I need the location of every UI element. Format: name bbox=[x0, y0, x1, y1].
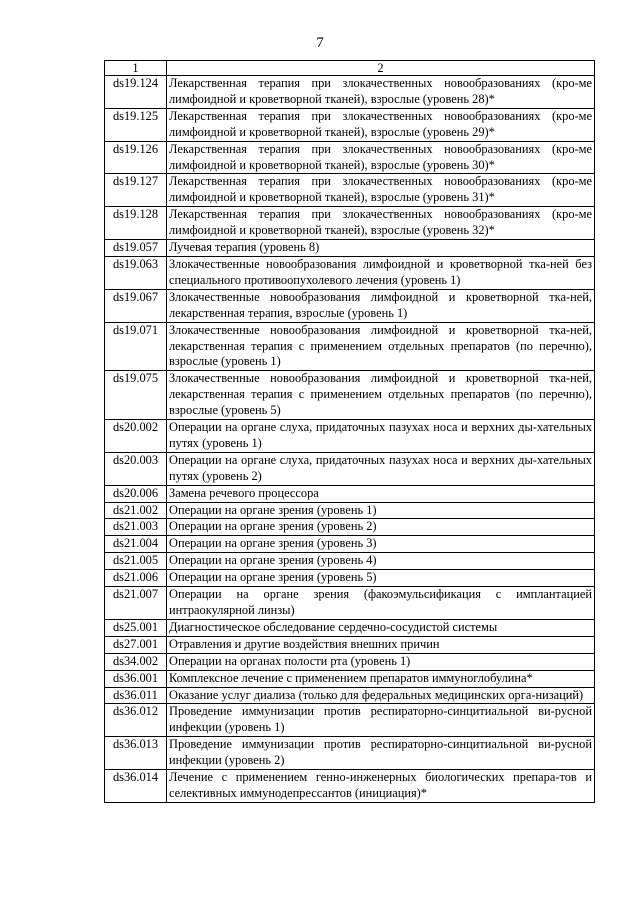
row-code: ds20.006 bbox=[105, 485, 167, 502]
table-row bbox=[105, 570, 595, 587]
row-description: Замена речевого процессора bbox=[167, 485, 595, 502]
table-row bbox=[105, 502, 595, 519]
row-description: Оказание услуг диализа (только для федеральных медицинских орга-низаций) bbox=[167, 687, 595, 704]
row-description: Лучевая терапия (уровень 8) bbox=[167, 240, 595, 257]
table-row bbox=[105, 76, 595, 109]
row-code: ds19.057 bbox=[105, 240, 167, 257]
column-header-2: 2 bbox=[167, 61, 595, 76]
row-description: Злокачественные новообразования лимфоидной и кроветворной тка-ней без специального противоопухолевого лечения (уровень 1) bbox=[167, 256, 595, 289]
row-description: Операции на органе зрения (уровень 1) bbox=[167, 502, 595, 519]
row-description: Злокачественные новообразования лимфоидной и кроветворной тка-ней, лекарственная терапия с применением отдельных препаратов (по перечню), взрослые (уровень 5) bbox=[167, 371, 595, 420]
table-row bbox=[105, 587, 595, 620]
row-code: ds19.075 bbox=[105, 371, 167, 420]
table-row bbox=[105, 108, 595, 141]
row-code: ds21.004 bbox=[105, 536, 167, 553]
table-row bbox=[105, 289, 595, 322]
row-code: ds19.063 bbox=[105, 256, 167, 289]
row-description: Лекарственная терапия при злокачественных новообразованиях (кро-ме лимфоидной и кроветворной тканей), взрослые (уровень 29)* bbox=[167, 108, 595, 141]
row-code: ds21.006 bbox=[105, 570, 167, 587]
row-code: ds20.002 bbox=[105, 420, 167, 453]
row-description: Операции на органе зрения (уровень 3) bbox=[167, 536, 595, 553]
row-description: Лекарственная терапия при злокачественных новообразованиях (кро-ме лимфоидной и кроветворной тканей), взрослые (уровень 31)* bbox=[167, 174, 595, 207]
table-row bbox=[105, 256, 595, 289]
row-description: Операции на органе слуха, придаточных пазухах носа и верхних ды-хательных путях (уровень 2) bbox=[167, 452, 595, 485]
table-row bbox=[105, 207, 595, 240]
row-description: Диагностическое обследование сердечно-сосудистой системы bbox=[167, 619, 595, 636]
row-description: Проведение иммунизации против респираторно-синцитиальной ви-русной инфекции (уровень 1) bbox=[167, 704, 595, 737]
table-row bbox=[105, 619, 595, 636]
row-description: Операции на органе слуха, придаточных пазухах носа и верхних ды-хательных путях (уровень 1) bbox=[167, 420, 595, 453]
table-row bbox=[105, 670, 595, 687]
row-code: ds19.124 bbox=[105, 76, 167, 109]
row-code: ds21.002 bbox=[105, 502, 167, 519]
row-code: ds36.014 bbox=[105, 770, 167, 803]
row-code: ds19.127 bbox=[105, 174, 167, 207]
row-description: Операции на органе зрения (факоэмульсификация с имплантацией интраокулярной линзы) bbox=[167, 587, 595, 620]
table-row bbox=[105, 687, 595, 704]
table-row bbox=[105, 452, 595, 485]
row-description: Лечение с применением генно-инженерных биологических препара-тов и селективных иммунодепрессантов (инициация)* bbox=[167, 770, 595, 803]
row-description: Проведение иммунизации против респираторно-синцитиальной ви-русной инфекции (уровень 2) bbox=[167, 737, 595, 770]
row-description: Операции на органе зрения (уровень 5) bbox=[167, 570, 595, 587]
table-row bbox=[105, 420, 595, 453]
row-code: ds21.003 bbox=[105, 519, 167, 536]
row-code: ds19.067 bbox=[105, 289, 167, 322]
table-row bbox=[105, 653, 595, 670]
row-description: Комплексное лечение с применением препаратов иммуноглобулина* bbox=[167, 670, 595, 687]
row-description: Операции на органе зрения (уровень 2) bbox=[167, 519, 595, 536]
column-header-1: 1 bbox=[105, 61, 167, 76]
row-code: ds36.011 bbox=[105, 687, 167, 704]
table-row bbox=[105, 737, 595, 770]
row-description: Лекарственная терапия при злокачественных новообразованиях (кро-ме лимфоидной и кроветворной тканей), взрослые (уровень 30)* bbox=[167, 141, 595, 174]
row-code: ds20.003 bbox=[105, 452, 167, 485]
table-row bbox=[105, 636, 595, 653]
row-description: Лекарственная терапия при злокачественных новообразованиях (кро-ме лимфоидной и кроветворной тканей), взрослые (уровень 32)* bbox=[167, 207, 595, 240]
row-code: ds19.071 bbox=[105, 322, 167, 371]
table-row bbox=[105, 141, 595, 174]
row-code: ds19.125 bbox=[105, 108, 167, 141]
table-row bbox=[105, 704, 595, 737]
row-code: ds21.005 bbox=[105, 553, 167, 570]
table-row bbox=[105, 485, 595, 502]
table-row bbox=[105, 174, 595, 207]
codes-table bbox=[104, 60, 595, 803]
row-description: Злокачественные новообразования лимфоидной и кроветворной тка-ней, лекарственная терапия, взрослые (уровень 1) bbox=[167, 289, 595, 322]
table-row bbox=[105, 519, 595, 536]
row-code: ds36.001 bbox=[105, 670, 167, 687]
row-description: Злокачественные новообразования лимфоидной и кроветворной тка-ней, лекарственная терапия с применением отдельных препаратов (по перечню), взрослые (уровень 1) bbox=[167, 322, 595, 371]
table-row bbox=[105, 536, 595, 553]
row-code: ds19.126 bbox=[105, 141, 167, 174]
row-code: ds21.007 bbox=[105, 587, 167, 620]
table-row bbox=[105, 770, 595, 803]
row-description: Отравления и другие воздействия внешних причин bbox=[167, 636, 595, 653]
row-code: ds36.013 bbox=[105, 737, 167, 770]
table-body bbox=[105, 76, 595, 803]
row-description: Операции на органе зрения (уровень 4) bbox=[167, 553, 595, 570]
row-code: ds19.128 bbox=[105, 207, 167, 240]
table-row bbox=[105, 553, 595, 570]
row-code: ds36.012 bbox=[105, 704, 167, 737]
row-code: ds34.002 bbox=[105, 653, 167, 670]
row-code: ds25.001 bbox=[105, 619, 167, 636]
table-row bbox=[105, 371, 595, 420]
table-row bbox=[105, 322, 595, 371]
row-code: ds27.001 bbox=[105, 636, 167, 653]
row-description: Лекарственная терапия при злокачественных новообразованиях (кро-ме лимфоидной и кроветворной тканей), взрослые (уровень 28)* bbox=[167, 76, 595, 109]
table-header-row bbox=[105, 61, 595, 76]
row-description: Операции на органах полости рта (уровень 1) bbox=[167, 653, 595, 670]
page-number: 7 bbox=[316, 35, 324, 51]
table-row bbox=[105, 240, 595, 257]
